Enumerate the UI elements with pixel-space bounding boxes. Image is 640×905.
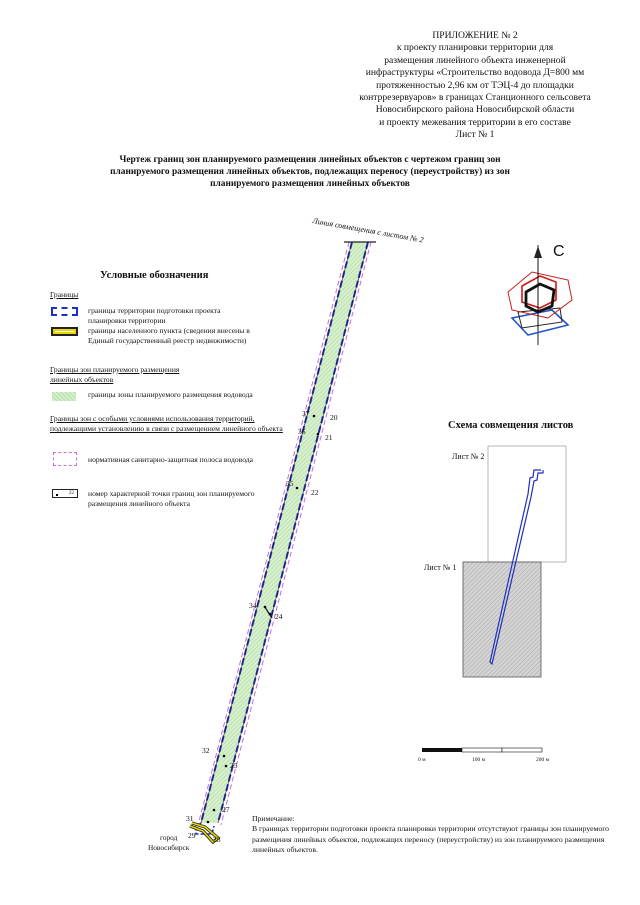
header-line: и проекту межевания территории в его составе (379, 116, 571, 128)
north-arrow-icon (508, 245, 572, 345)
point-label-36: 36 (298, 427, 306, 436)
point-label-31: 31 (186, 814, 194, 823)
sanitary-strip-left (198, 242, 349, 825)
scale-label-100: 100 м (472, 757, 486, 763)
title-line: планируемого размещения линейных объектов (210, 179, 410, 189)
point-dot (213, 809, 216, 812)
header-line: инфраструктуры «Строительство водовода Д=800 мм (365, 67, 585, 79)
title-line: Чертеж границ зон планируемого размещения линейных объектов с чертежом границ зон (119, 155, 501, 165)
point-dot (313, 415, 316, 418)
point-label-22: 22 (311, 488, 319, 497)
scale-bar-segment (462, 748, 502, 752)
point-dot (269, 613, 272, 616)
point-label-27: 27 (222, 805, 230, 814)
scheme-sheet-2 (488, 446, 566, 562)
header-line: протяженностью 2,96 км от ТЭЦ-4 до площадки (376, 79, 574, 91)
scheme-sheet-1-label: Лист № 1 (424, 563, 457, 572)
scale-label-0: 0 м (418, 757, 426, 763)
point-label-32: 32 (202, 746, 210, 755)
point-dot (317, 433, 320, 436)
point-label-28: 28 (213, 835, 221, 844)
scheme-title: Схема совмещения листов (448, 420, 574, 431)
city-label (148, 833, 189, 852)
point-dot (264, 606, 267, 609)
point-dot (296, 487, 299, 490)
point-label-24: 24 (275, 612, 283, 621)
header-line: Новосибирского района Новосибирской области (375, 104, 575, 116)
city-label-line2: Новосибирск (148, 842, 190, 852)
scale-bar-segment (502, 748, 542, 752)
city-label-line1: город (160, 833, 178, 842)
point-label-35: 35 (286, 479, 294, 488)
zone-edge-right (218, 242, 368, 823)
point-dot (225, 765, 228, 768)
scheme-sheet-2-label: Лист № 2 (452, 452, 485, 461)
point-label-34: 34 (249, 601, 257, 610)
point-label-29: 29 (188, 831, 196, 840)
title-line: планируемого размещения линейных объектов, подлежащих переносу (переустройству) из зон (110, 167, 510, 177)
header-line: контррезервуаров» в границах Станционного сельсовета (359, 92, 591, 104)
legend-item-territory: границы территории подготовки проекта планировки территории (88, 306, 221, 326)
legend-item-zone: границы зоны планируемого размещения водовода (88, 390, 253, 399)
note (252, 814, 612, 856)
legend-group-borders: Границы (50, 290, 79, 299)
scale-label-200: 200 м (536, 757, 550, 763)
waterline-zone (201, 242, 368, 823)
point-label-20: 20 (330, 413, 338, 422)
legend-title: Условные обозначения (100, 270, 209, 281)
legend-group-zones: Границы зон планируемого размещения линейных объектов (50, 365, 180, 385)
point-dot (223, 755, 226, 758)
header-line: к проекту планировки территории для (396, 42, 554, 54)
point-label-25: 25 (230, 761, 238, 770)
header-line: ПРИЛОЖЕНИЕ № 2 (432, 30, 518, 41)
point-label-21: 21 (325, 433, 333, 442)
header-line: Лист № 1 (455, 129, 495, 141)
sanitary-strip-right (221, 242, 371, 825)
legend-item-sanitary: нормативная санитарно-защитная полоса водовода (88, 455, 254, 464)
point-dot (207, 821, 210, 824)
point-label-37: 37 (302, 409, 310, 418)
legend-group-special: Границы зон с особыми условиями использования территорий, подлежащими установлению в связи с размещением линейного объекта (50, 414, 283, 434)
zone-edge-left (201, 242, 352, 823)
point-sample-number: 22 (69, 491, 74, 496)
header-line: размещения линейного объекта инженерной (384, 54, 566, 66)
legend-item-settlement: границы населенного пункта (сведения внесены в Единый государственный реестр недвижимости) (88, 326, 250, 346)
note-heading: Примечание: (252, 814, 295, 823)
note-text: В границах территории подготовки проекта планировки территории отсутствуют границы зон планируемого размещения линейных объектов, подлежащих переносу (переустройству) из зон планируемого размещения линейных объектов. (252, 824, 609, 855)
north-label: С (553, 243, 565, 260)
match-line-label: Линия совмещения с листом № 2 (311, 216, 425, 245)
legend-item-point: номер характерной точки границ зон планируемого размещения линейного объекта (88, 489, 255, 509)
scale-bar-segment (422, 748, 462, 752)
